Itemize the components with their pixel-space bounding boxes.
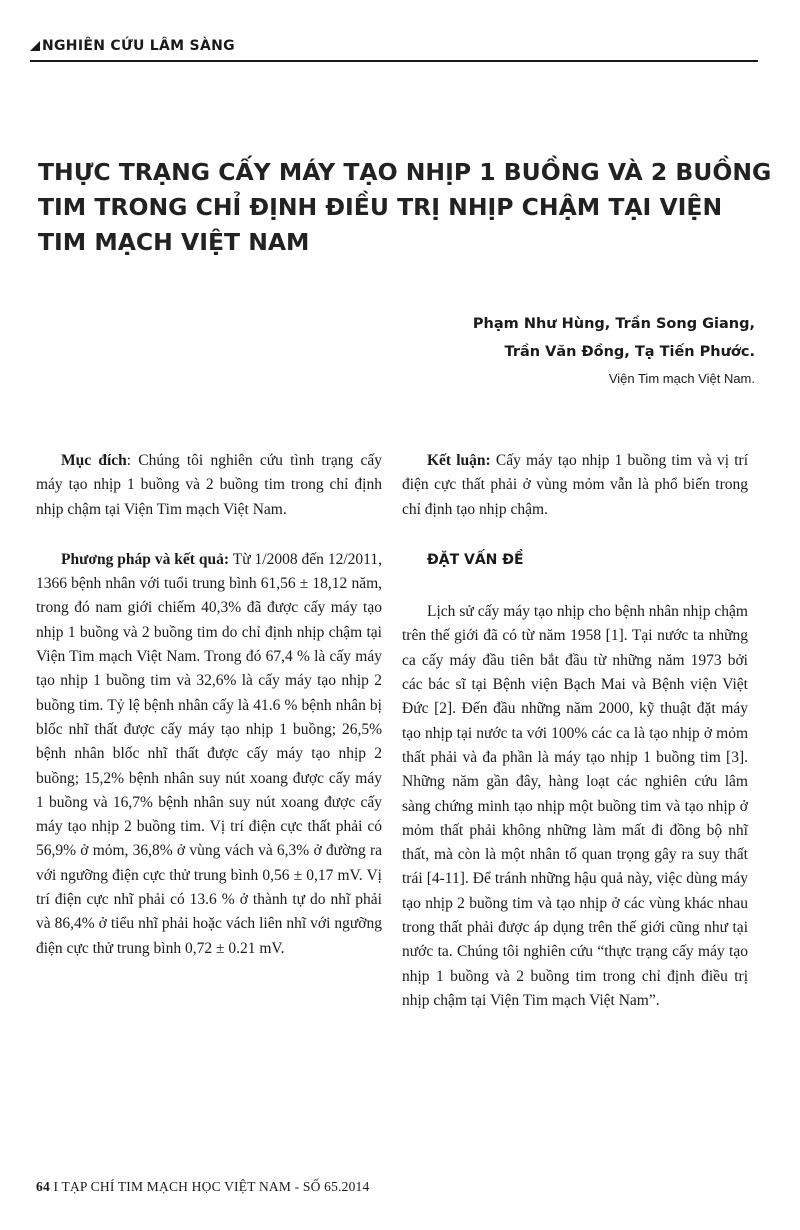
affiliation: Viện Tim mạch Việt Nam. xyxy=(608,371,755,386)
authors-line-1: Phạm Như Hùng, Trần Song Giang, xyxy=(472,316,755,332)
intro-heading: ĐẶT VẤN ĐỀ xyxy=(427,551,524,568)
conclusion-paragraph xyxy=(402,449,748,522)
left-column xyxy=(36,449,382,961)
triangle-icon xyxy=(30,41,40,51)
methods-text: Từ 1/2008 đến 12/2011, 1366 bệnh nhân với tuổi trung bình 61,56 ± 18,12 năm, trong đó nam giới chiếm 40,3% đã được cấy máy tạo nhịp 1 buồng và 2 buồng tim do chỉ định nhịp chậm tại Viện Tim mạch Việt Nam. Trong đó 67,4 % là cấy máy tạo nhịp 1 buồng tim và 32,6% là cấy máy tạo nhịp 2 buồng tim. Tỷ lệ bệnh nhân cấy là 41.6 % bệnh nhân bị blốc nhĩ thất được cấy máy tạo nhịp 1 buồng; 26,5% bệnh nhân blốc nhĩ thất được cấy máy tạo nhịp 2 buồng; 15,2% bệnh nhân suy nút xoang được cấy máy 1 buồng và 16,7% bệnh nhân suy nút xoang được cấy máy tạo nhịp 2 buồng tim. Vị trí điện cực thất phải có 56,9% ở mỏm, 36,8% ở vùng vách và 6,3% ở đường ra với ngưỡng điện cực thử trung bình 0,56 ± 0,17 mV. Vị trí điện cực nhĩ phải có 13.6 % ở thành tự do nhĩ phải và 86,4% ở tiểu nhĩ phải hoặc vách liên nhĩ với ngưỡng điện cực thử trung bình 0,72 ± 0.21 mV. xyxy=(36,550,382,957)
methods-paragraph xyxy=(36,548,382,961)
conclusion-text: Cấy máy tạo nhịp 1 buồng tim và vị trí điện cực thất phải ở vùng mỏm vẫn là phổ biến trong chỉ định tạo nhịp chậm. xyxy=(402,452,749,518)
header-rule xyxy=(30,60,758,62)
purpose-label: Mục đích xyxy=(61,452,127,469)
authors-line-2: Trần Văn Đồng, Tạ Tiến Phước. xyxy=(504,344,755,360)
intro-paragraph: Lịch sử cấy máy tạo nhịp cho bệnh nhân nhịp chậm trên thế giới đã có từ năm 1958 [1]. Tại nước ta những ca cấy máy đầu tiên bắt đầu từ những năm 1973 bởi các bác sĩ tại Bệnh viện Bạch Mai và Bệnh viện Việt Đức [2]. Đến đầu những năm 2000, kỹ thuật đặt máy tạo nhịp tại nước ta với 100% các ca là tạo nhịp ở mỏm thất phải và đa phần là máy tạo nhịp 1 buồng tim [3]. Những năm gần đây, hàng loạt các nghiên cứu lâm sàng chứng minh tạo nhịp một buồng tim và tạo nhịp ở mỏm thất phải không những làm mất đi đồng bộ nhĩ thất, mà còn là một nhân tố quan trọng gây ra suy thất trái [4-11]. Để tránh những hậu quả này, việc dùng máy tạo nhịp 2 buồng tim và tạo nhịp ở các vùng khác nhau trong thất phải được áp dụng trên thế giới cũng như tại nước ta. Chúng tôi nghiên cứu “thực trạng cấy máy tạo nhịp 1 buồng và 2 buồng tim trong chỉ định điều trị nhịp chậm tại Viện Tim mạch Việt Nam”. xyxy=(402,603,748,1009)
purpose-text: : Chúng tôi nghiên cứu tình trạng cấy máy tạo nhịp 1 buồng và 2 buồng tim trong chỉ định nhịp chậm tại Viện Tim mạch Việt Nam. xyxy=(36,452,382,518)
section-label: NGHIÊN CỨU LÂM SÀNG xyxy=(42,38,235,54)
page-footer xyxy=(36,1179,369,1195)
right-column xyxy=(402,449,748,1013)
conclusion-label: Kết luận: xyxy=(427,452,491,469)
journal-name: I TẠP CHÍ TIM MẠCH HỌC VIỆT NAM - SỐ 65.2014 xyxy=(49,1179,370,1194)
purpose-paragraph xyxy=(36,449,382,522)
methods-label: Phương pháp và kết quả: xyxy=(61,550,230,568)
authors xyxy=(473,310,755,366)
section-header xyxy=(30,38,235,54)
article-title: THỰC TRẠNG CẤY MÁY TẠO NHỊP 1 BUỒNG VÀ 2 BUỒNG TIM TRONG CHỈ ĐỊNH ĐIỀU TRỊ NHỊP CHẬM TẠI VIỆN TIM MẠCH VIỆT NAM xyxy=(38,158,772,256)
page-number: 64 xyxy=(36,1179,50,1194)
